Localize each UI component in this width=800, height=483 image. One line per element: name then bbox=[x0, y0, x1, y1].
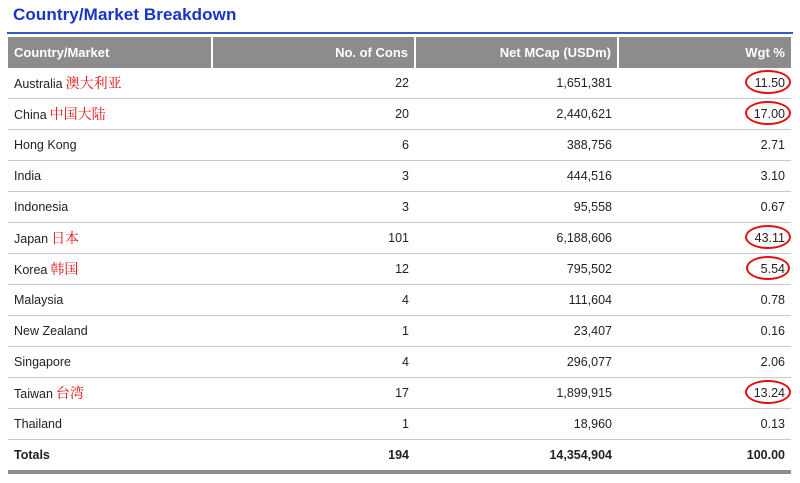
totals-mcap: 14,354,904 bbox=[415, 440, 618, 473]
wgt-cell bbox=[618, 192, 791, 223]
wgt-value: 17.00 bbox=[753, 107, 785, 121]
country-name-chinese: 台湾 bbox=[55, 385, 84, 401]
wgt-value: 0.78 bbox=[760, 293, 785, 307]
table-row bbox=[8, 409, 791, 440]
country-cell bbox=[8, 130, 212, 161]
country-cell bbox=[8, 192, 212, 223]
country-name: Singapore bbox=[14, 355, 71, 369]
cons-cell: 3 bbox=[212, 161, 415, 192]
country-name: Hong Kong bbox=[14, 138, 77, 152]
country-name: Thailand bbox=[14, 417, 62, 431]
country-name: Korea bbox=[14, 263, 48, 277]
cons-cell: 4 bbox=[212, 347, 415, 378]
mcap-cell: 18,960 bbox=[415, 409, 618, 440]
cons-cell: 1 bbox=[212, 316, 415, 347]
wgt-cell bbox=[618, 378, 791, 409]
wgt-cell bbox=[618, 223, 791, 254]
wgt-value: 0.16 bbox=[760, 324, 785, 338]
mcap-cell: 23,407 bbox=[415, 316, 618, 347]
column-header-mcap: Net MCap (USDm) bbox=[415, 37, 618, 68]
cons-cell: 12 bbox=[212, 254, 415, 285]
wgt-value: 0.13 bbox=[760, 417, 785, 431]
column-header-wgt: Wgt % bbox=[618, 37, 791, 68]
country-name-chinese: 中国大陆 bbox=[49, 106, 106, 122]
country-name-chinese: 澳大利亚 bbox=[65, 75, 122, 91]
table-row bbox=[8, 68, 791, 99]
wgt-cell bbox=[618, 99, 791, 130]
country-name-chinese: 日本 bbox=[51, 230, 80, 246]
cons-cell: 3 bbox=[212, 192, 415, 223]
mcap-cell: 444,516 bbox=[415, 161, 618, 192]
page-title: Country/Market Breakdown bbox=[13, 5, 237, 24]
wgt-cell bbox=[618, 316, 791, 347]
cons-cell: 1 bbox=[212, 409, 415, 440]
country-cell bbox=[8, 161, 212, 192]
wgt-value: 43.11 bbox=[754, 231, 785, 245]
table-header-row bbox=[8, 37, 791, 68]
table-row bbox=[8, 192, 791, 223]
mcap-cell: 6,188,606 bbox=[415, 223, 618, 254]
totals-row bbox=[8, 440, 791, 473]
mcap-cell: 388,756 bbox=[415, 130, 618, 161]
mcap-cell: 95,558 bbox=[415, 192, 618, 223]
country-cell bbox=[8, 378, 212, 409]
wgt-cell bbox=[618, 409, 791, 440]
table-row bbox=[8, 130, 791, 161]
country-name-chinese: 韩国 bbox=[50, 261, 79, 277]
country-name: Indonesia bbox=[14, 200, 69, 214]
column-header-cons: No. of Cons bbox=[212, 37, 415, 68]
wgt-cell bbox=[618, 254, 791, 285]
wgt-cell bbox=[618, 347, 791, 378]
country-name: Malaysia bbox=[14, 293, 64, 307]
country-cell bbox=[8, 254, 212, 285]
wgt-value: 2.06 bbox=[760, 355, 785, 369]
wgt-cell bbox=[618, 285, 791, 316]
wgt-value: 2.71 bbox=[760, 138, 785, 152]
country-name: New Zealand bbox=[14, 324, 88, 338]
column-header-country: Country/Market bbox=[8, 37, 212, 68]
wgt-cell bbox=[618, 68, 791, 99]
country-cell bbox=[8, 347, 212, 378]
totals-cons: 194 bbox=[212, 440, 415, 473]
cons-cell: 22 bbox=[212, 68, 415, 99]
table-row bbox=[8, 316, 791, 347]
mcap-cell: 2,440,621 bbox=[415, 99, 618, 130]
title-divider bbox=[7, 32, 793, 34]
mcap-cell: 1,899,915 bbox=[415, 378, 618, 409]
cons-cell: 4 bbox=[212, 285, 415, 316]
wgt-value: 0.67 bbox=[760, 200, 785, 214]
table-row bbox=[8, 223, 791, 254]
mcap-cell: 795,502 bbox=[415, 254, 618, 285]
cons-cell: 20 bbox=[212, 99, 415, 130]
mcap-cell: 111,604 bbox=[415, 285, 618, 316]
wgt-cell bbox=[618, 130, 791, 161]
country-cell bbox=[8, 409, 212, 440]
wgt-value: 13.24 bbox=[753, 386, 785, 400]
country-name: Japan bbox=[14, 232, 49, 246]
country-cell bbox=[8, 223, 212, 254]
country-cell bbox=[8, 68, 212, 99]
cons-cell: 17 bbox=[212, 378, 415, 409]
mcap-cell: 296,077 bbox=[415, 347, 618, 378]
country-name: India bbox=[14, 169, 42, 183]
country-cell bbox=[8, 285, 212, 316]
country-name: Taiwan bbox=[14, 387, 53, 401]
totals-label: Totals bbox=[8, 440, 212, 473]
table-row bbox=[8, 161, 791, 192]
country-name: China bbox=[14, 108, 47, 122]
cons-cell: 6 bbox=[212, 130, 415, 161]
table-row bbox=[8, 285, 791, 316]
table-row bbox=[8, 99, 791, 130]
totals-wgt: 100.00 bbox=[618, 440, 791, 473]
cons-cell: 101 bbox=[212, 223, 415, 254]
table-row bbox=[8, 378, 791, 409]
mcap-cell: 1,651,381 bbox=[415, 68, 618, 99]
table-row bbox=[8, 254, 791, 285]
country-breakdown-table bbox=[8, 37, 791, 474]
country-name: Australia bbox=[14, 77, 63, 91]
wgt-value: 11.50 bbox=[754, 76, 785, 90]
country-cell bbox=[8, 316, 212, 347]
wgt-cell bbox=[618, 161, 791, 192]
wgt-value: 3.10 bbox=[760, 169, 785, 183]
table-row bbox=[8, 347, 791, 378]
wgt-value: 5.54 bbox=[760, 262, 785, 276]
country-cell bbox=[8, 99, 212, 130]
